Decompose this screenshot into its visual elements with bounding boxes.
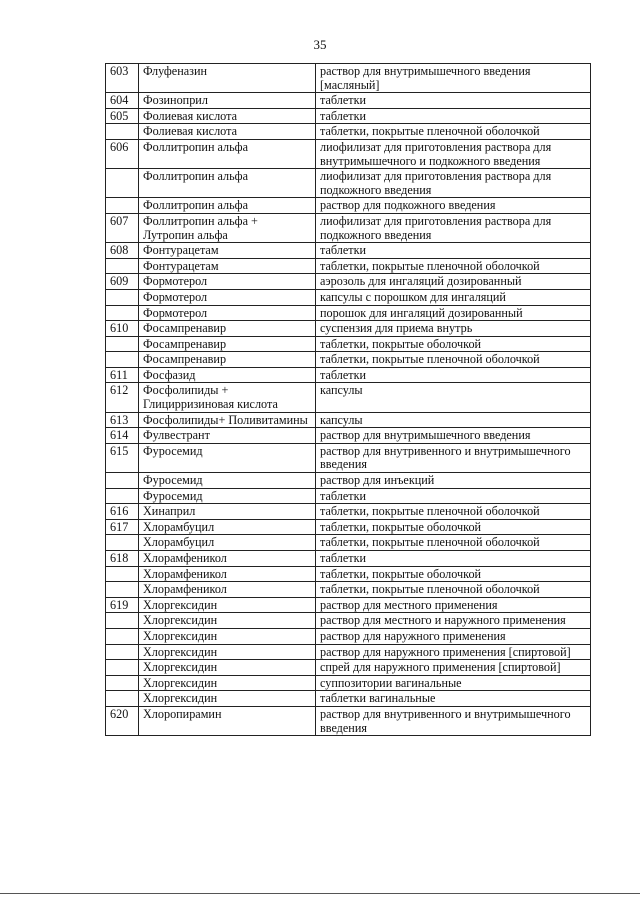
dosage-form-cell: таблетки, покрытые оболочкой <box>316 336 591 352</box>
row-number-cell: 616 <box>106 504 139 520</box>
dosage-form-cell: раствор для внутривенного и внутримышечного введения <box>316 706 591 735</box>
dosage-form-cell: таблетки, покрытые оболочкой <box>316 566 591 582</box>
row-number-cell <box>106 691 139 707</box>
dosage-form-cell: раствор для внутримышечного введения [масляный] <box>316 64 591 93</box>
table-row <box>106 412 591 428</box>
dosage-form-cell: лиофилизат для приготовления раствора для подкожного введения <box>316 213 591 242</box>
drug-name-cell: Фоллитропин альфа <box>139 139 316 168</box>
drug-name-cell: Хлорамфеникол <box>139 551 316 567</box>
drug-name-cell: Флуфеназин <box>139 64 316 93</box>
table-row <box>106 258 591 274</box>
table-row <box>106 691 591 707</box>
table-row <box>106 519 591 535</box>
drug-name-cell: Фуросемид <box>139 488 316 504</box>
dosage-form-cell: таблетки, покрытые пленочной оболочкой <box>316 504 591 520</box>
dosage-form-cell: таблетки, покрытые пленочной оболочкой <box>316 352 591 368</box>
bottom-divider <box>0 893 640 894</box>
drug-name-cell: Формотерол <box>139 274 316 290</box>
drug-name-cell: Хлорамфеникол <box>139 566 316 582</box>
drug-name-cell: Фосампренавир <box>139 321 316 337</box>
drug-name-cell: Хлоргексидин <box>139 691 316 707</box>
drug-name-cell: Фосампренавир <box>139 352 316 368</box>
drug-name-cell: Фосфолипиды+ Поливитамины <box>139 412 316 428</box>
dosage-form-cell: суспензия для приема внутрь <box>316 321 591 337</box>
row-number-cell <box>106 305 139 321</box>
table-row <box>106 93 591 109</box>
row-number-cell: 612 <box>106 383 139 412</box>
dosage-form-cell: раствор для подкожного введения <box>316 198 591 214</box>
row-number-cell: 613 <box>106 412 139 428</box>
drug-name-cell: Хлоргексидин <box>139 675 316 691</box>
row-number-cell <box>106 352 139 368</box>
drug-name-cell: Фулвестрант <box>139 428 316 444</box>
row-number-cell: 617 <box>106 519 139 535</box>
table-row <box>106 274 591 290</box>
table-row <box>106 473 591 489</box>
drug-name-cell: Фолиевая кислота <box>139 124 316 140</box>
table-row <box>106 706 591 735</box>
drug-name-cell: Фолиевая кислота <box>139 108 316 124</box>
row-number-cell <box>106 675 139 691</box>
drug-name-cell: Хлорамфеникол <box>139 582 316 598</box>
dosage-form-cell: таблетки, покрытые пленочной оболочкой <box>316 258 591 274</box>
dosage-form-cell: таблетки <box>316 93 591 109</box>
row-number-cell <box>106 289 139 305</box>
row-number-cell: 615 <box>106 443 139 472</box>
drug-name-cell: Фонтурацетам <box>139 243 316 259</box>
row-number-cell <box>106 198 139 214</box>
drug-name-cell: Хлорамбуцил <box>139 519 316 535</box>
dosage-form-cell: капсулы с порошком для ингаляций <box>316 289 591 305</box>
dosage-form-cell: спрей для наружного применения [спиртовой] <box>316 660 591 676</box>
dosage-form-cell: таблетки вагинальные <box>316 691 591 707</box>
drug-name-cell: Фоллитропин альфа <box>139 198 316 214</box>
row-number-cell <box>106 582 139 598</box>
row-number-cell: 620 <box>106 706 139 735</box>
dosage-form-cell: таблетки <box>316 243 591 259</box>
dosage-form-cell: раствор для местного и наружного применения <box>316 613 591 629</box>
drug-name-cell: Фосампренавир <box>139 336 316 352</box>
table-row <box>106 243 591 259</box>
row-number-cell <box>106 628 139 644</box>
row-number-cell <box>106 258 139 274</box>
table-row <box>106 198 591 214</box>
row-number-cell: 609 <box>106 274 139 290</box>
dosage-form-cell: таблетки, покрытые пленочной оболочкой <box>316 582 591 598</box>
row-number-cell: 603 <box>106 64 139 93</box>
dosage-form-cell: лиофилизат для приготовления раствора для подкожного введения <box>316 169 591 198</box>
table-row <box>106 675 591 691</box>
table-row <box>106 504 591 520</box>
dosage-form-cell: лиофилизат для приготовления раствора для внутримышечного и подкожного введения <box>316 139 591 168</box>
drug-name-cell: Хлоропирамин <box>139 706 316 735</box>
table-row <box>106 644 591 660</box>
row-number-cell <box>106 660 139 676</box>
dosage-form-cell: порошок для ингаляций дозированный <box>316 305 591 321</box>
row-number-cell <box>106 566 139 582</box>
row-number-cell: 610 <box>106 321 139 337</box>
drug-name-cell: Фосфолипиды + Глицирризиновая кислота <box>139 383 316 412</box>
dosage-form-cell: раствор для наружного применения <box>316 628 591 644</box>
table-row <box>106 566 591 582</box>
row-number-cell: 607 <box>106 213 139 242</box>
drug-table <box>105 63 591 736</box>
dosage-form-cell: таблетки <box>316 488 591 504</box>
dosage-form-cell: раствор для инъекций <box>316 473 591 489</box>
table-row <box>106 139 591 168</box>
table-row <box>106 443 591 472</box>
table-row <box>106 613 591 629</box>
table-row <box>106 321 591 337</box>
drug-name-cell: Фуросемид <box>139 473 316 489</box>
dosage-form-cell: таблетки <box>316 367 591 383</box>
dosage-form-cell: таблетки, покрытые пленочной оболочкой <box>316 535 591 551</box>
dosage-form-cell: таблетки <box>316 108 591 124</box>
dosage-form-cell: раствор для внутривенного и внутримышечного введения <box>316 443 591 472</box>
row-number-cell: 604 <box>106 93 139 109</box>
row-number-cell: 619 <box>106 597 139 613</box>
drug-name-cell: Формотерол <box>139 305 316 321</box>
table-row <box>106 305 591 321</box>
drug-name-cell: Хлоргексидин <box>139 597 316 613</box>
table-row <box>106 213 591 242</box>
dosage-form-cell: капсулы <box>316 383 591 412</box>
table-row <box>106 488 591 504</box>
table-row <box>106 367 591 383</box>
table-row <box>106 336 591 352</box>
table-row <box>106 64 591 93</box>
row-number-cell: 606 <box>106 139 139 168</box>
drug-name-cell: Фоллитропин альфа + Лутропин альфа <box>139 213 316 242</box>
row-number-cell <box>106 124 139 140</box>
row-number-cell: 608 <box>106 243 139 259</box>
table-row <box>106 383 591 412</box>
dosage-form-cell: раствор для местного применения <box>316 597 591 613</box>
row-number-cell: 614 <box>106 428 139 444</box>
row-number-cell <box>106 644 139 660</box>
row-number-cell <box>106 336 139 352</box>
page-number: 35 <box>313 37 327 52</box>
dosage-form-cell: суппозитории вагинальные <box>316 675 591 691</box>
drug-name-cell: Формотерол <box>139 289 316 305</box>
drug-name-cell: Хлоргексидин <box>139 613 316 629</box>
table-row <box>106 551 591 567</box>
drug-name-cell: Хлорамбуцил <box>139 535 316 551</box>
table-row <box>106 169 591 198</box>
table-row <box>106 582 591 598</box>
table-row <box>106 628 591 644</box>
drug-name-cell: Фуросемид <box>139 443 316 472</box>
dosage-form-cell: раствор для внутримышечного введения <box>316 428 591 444</box>
dosage-form-cell: раствор для наружного применения [спиртовой] <box>316 644 591 660</box>
row-number-cell <box>106 488 139 504</box>
table-row <box>106 289 591 305</box>
table-row <box>106 660 591 676</box>
drug-name-cell: Фосфазид <box>139 367 316 383</box>
table-row <box>106 124 591 140</box>
drug-name-cell: Хинаприл <box>139 504 316 520</box>
row-number-cell <box>106 535 139 551</box>
row-number-cell: 611 <box>106 367 139 383</box>
drug-name-cell: Хлоргексидин <box>139 644 316 660</box>
table-row <box>106 352 591 368</box>
row-number-cell: 618 <box>106 551 139 567</box>
dosage-form-cell: капсулы <box>316 412 591 428</box>
row-number-cell: 605 <box>106 108 139 124</box>
dosage-form-cell: аэрозоль для ингаляций дозированный <box>316 274 591 290</box>
dosage-form-cell: таблетки <box>316 551 591 567</box>
table-row <box>106 108 591 124</box>
drug-name-cell: Фоллитропин альфа <box>139 169 316 198</box>
drug-name-cell: Фонтурацетам <box>139 258 316 274</box>
row-number-cell <box>106 169 139 198</box>
drug-name-cell: Хлоргексидин <box>139 628 316 644</box>
dosage-form-cell: таблетки, покрытые оболочкой <box>316 519 591 535</box>
dosage-form-cell: таблетки, покрытые пленочной оболочкой <box>316 124 591 140</box>
table-row <box>106 535 591 551</box>
row-number-cell <box>106 613 139 629</box>
table-row <box>106 597 591 613</box>
drug-table-body <box>106 64 591 736</box>
drug-name-cell: Фозиноприл <box>139 93 316 109</box>
drug-name-cell: Хлоргексидин <box>139 660 316 676</box>
table-row <box>106 428 591 444</box>
row-number-cell <box>106 473 139 489</box>
